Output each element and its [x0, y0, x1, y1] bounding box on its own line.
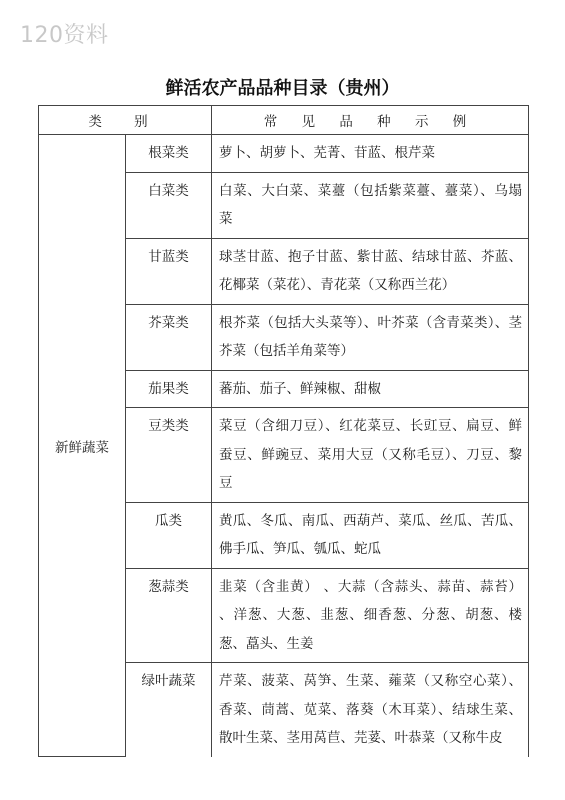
examples-cell: 黄瓜、冬瓜、南瓜、西葫芦、菜瓜、丝瓜、苦瓜、佛手瓜、笋瓜、瓠瓜、蛇瓜	[212, 502, 529, 568]
sub-category: 甘蓝类	[126, 238, 212, 304]
table-row	[39, 135, 529, 173]
examples-cell: 韭菜（含韭黄） 、大蒜（含蒜头、蒜苗、蒜苔） 、洋葱、大葱、韭葱、细香葱、分葱、胡葱、楼葱、藠头、生姜	[212, 568, 529, 663]
examples-cell: 芹菜、菠菜、莴笋、生菜、蕹菜（又称空心菜）、香菜、茼蒿、苋菜、落葵（木耳菜）、结球生菜、散叶生菜、茎用莴苣、芫荽、叶恭菜（又称牛皮	[212, 663, 529, 757]
watermark: 120资料	[20, 23, 109, 48]
main-category: 新鲜蔬菜	[39, 135, 126, 757]
examples-cell: 球茎甘蓝、抱子甘蓝、紫甘蓝、结球甘蓝、芥蓝、花椰菜（菜花）、青花菜（又称西兰花）	[212, 238, 529, 304]
sub-category: 绿叶蔬菜	[126, 663, 212, 757]
sub-category: 瓜类	[126, 502, 212, 568]
sub-category: 豆类类	[126, 408, 212, 503]
catalog-table	[38, 105, 529, 757]
sub-category: 芥菜类	[126, 304, 212, 370]
sub-category: 根菜类	[126, 135, 212, 173]
header-examples: 常 见 品 种 示 例	[212, 106, 529, 135]
examples-cell: 菜豆（含细刀豆）、红花菜豆、长豇豆、扁豆、鲜蚕豆、鲜豌豆、菜用大豆（又称毛豆）、刀豆、黎豆	[212, 408, 529, 503]
examples-cell: 白菜、大白菜、菜薹（包括紫菜薹、薹菜）、乌塌菜	[212, 172, 529, 238]
examples-cell: 萝卜、胡萝卜、芜菁、苷蓝、根芹菜	[212, 135, 529, 173]
examples-cell: 蕃茄、茄子、鲜辣椒、甜椒	[212, 370, 529, 408]
sub-category: 茄果类	[126, 370, 212, 408]
sub-category: 白菜类	[126, 172, 212, 238]
examples-cell: 根芥菜（包括大头菜等）、叶芥菜（含青菜类）、茎芥菜（包括羊角菜等）	[212, 304, 529, 370]
page-title: 鲜活农产品品种目录（贵州）	[165, 78, 400, 99]
sub-category: 葱蒜类	[126, 568, 212, 663]
header-category: 类 别	[39, 106, 212, 135]
table-header-row	[39, 106, 529, 135]
